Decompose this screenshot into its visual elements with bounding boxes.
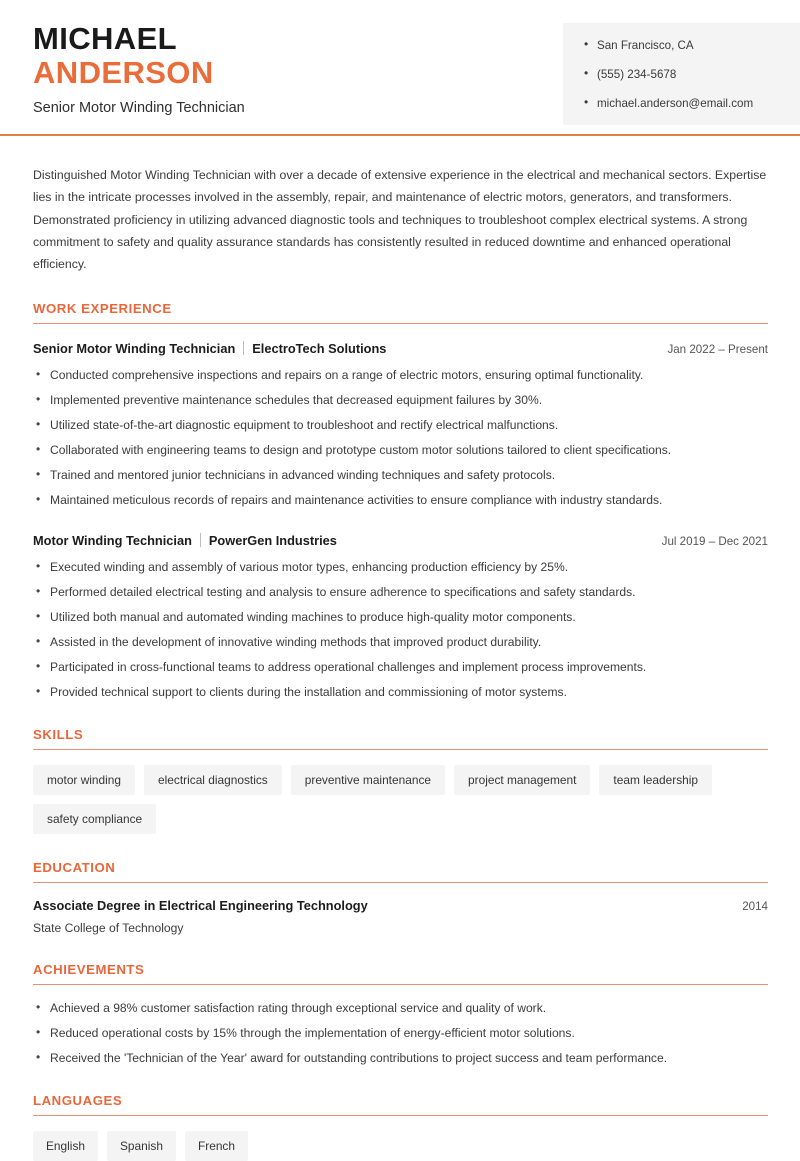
education-year: 2014 [742,900,768,914]
section-achievements [33,962,767,1067]
section-work-experience [33,301,767,701]
language-pill: Spanish [107,1131,176,1161]
education-entry [33,898,767,936]
language-pill: English [33,1131,98,1161]
header-identity [33,22,533,117]
contact-phone: • (555) 234-5678 [584,67,800,82]
experience-company: PowerGen Industries [208,533,337,549]
bullet-item: • Achieved a 98% customer satisfaction rating through exceptional service and quality of work. [33,1000,767,1017]
experience-entry [33,531,767,701]
experience-bullets [33,559,767,701]
experience-header [33,339,768,356]
section-title-education: EDUCATION [33,860,116,876]
bullet-item: • Utilized both manual and automated winding machines to produce high-quality motor components. [33,609,767,626]
skill-pill: safety compliance [33,804,156,834]
bullet-item: • Utilized state-of-the-art diagnostic equipment to troubleshoot and rectify electrical malfunctions. [33,417,767,434]
bullet-item: • Conducted comprehensive inspections and repairs on a range of electric motors, ensuring optimal functionality. [33,367,767,384]
section-title-skills: SKILLS [33,727,84,743]
experience-role-company [33,531,337,548]
header-divider [0,134,800,136]
pipe-separator-icon [200,533,201,547]
experience-role-company [33,339,386,356]
skill-pill: motor winding [33,765,135,795]
first-name: MICHAEL [33,21,178,56]
last-name: ANDERSON [33,55,214,90]
resume-header [0,0,800,135]
skill-pill: electrical diagnostics [144,765,282,795]
section-rule [33,1115,768,1116]
bullet-item: • Received the 'Technician of the Year' award for outstanding contributions to project success and team performance. [33,1050,767,1067]
pipe-separator-icon [243,341,244,355]
experience-entry [33,339,767,509]
contact-info-box [563,23,800,125]
section-title-achievements: ACHIEVEMENTS [33,962,145,978]
languages-list [33,1131,768,1161]
skill-pill: team leadership [599,765,712,795]
experience-role: Motor Winding Technician [33,533,192,549]
bullet-item: • Collaborated with engineering teams to design and prototype custom motor solutions tailored to client specifications. [33,442,767,459]
section-rule [33,323,768,324]
skill-pill: project management [454,765,590,795]
experience-bullets [33,367,767,509]
section-rule [33,984,768,985]
section-languages [33,1093,767,1161]
section-rule [33,882,768,883]
bullet-item: • Implemented preventive maintenance schedules that decreased equipment failures by 30%. [33,392,767,409]
bullet-item: • Provided technical support to clients during the installation and commissioning of motor systems. [33,684,767,701]
bullet-item: • Performed detailed electrical testing and analysis to ensure adherence to specifications and safety standards. [33,584,767,601]
skill-pill: preventive maintenance [291,765,445,795]
section-title-work-experience: WORK EXPERIENCE [33,301,172,317]
experience-header [33,531,768,548]
contact-location: • San Francisco, CA [584,38,800,53]
bullet-item: • Executed winding and assembly of various motor types, enhancing production efficiency by 25%. [33,559,767,576]
education-degree: Associate Degree in Electrical Engineering Technology [33,898,368,914]
bullet-item: • Assisted in the development of innovative winding methods that improved product durability. [33,634,767,651]
bullet-item: • Participated in cross-functional teams to address operational challenges and implement process improvements. [33,659,767,676]
experience-company: ElectroTech Solutions [252,341,387,357]
achievements-list [33,1000,767,1067]
bullet-item: • Trained and mentored junior technicians in advanced winding techniques and safety protocols. [33,467,767,484]
education-school: State College of Technology [33,921,184,936]
skills-list [33,765,768,834]
bullet-item: • Maintained meticulous records of repairs and maintenance activities to ensure compliance with industry standards. [33,492,767,509]
bullet-item: • Reduced operational costs by 15% through the implementation of energy-efficient motor solutions. [33,1025,767,1042]
experience-role: Senior Motor Winding Technician [33,341,236,357]
experience-dates: Jan 2022 – Present [667,343,768,357]
resume-body [0,164,800,1161]
professional-summary: Distinguished Motor Winding Technician with over a decade of extensive experience in the electrical and mechanical sectors. Expertise lies in the intricate processes involved in the assembly, repair, and maintenance of electric motors, generators, and transformers. Demonstrated proficiency in utilizing advanced diagnostic tools and techniques to troubleshoot complex electrical systems. A strong commitment to safety and quality assurance standards has consistently resulted in reduced downtime and enhanced operational efficiency. [33,168,767,272]
education-header [33,898,768,913]
header-job-title: Senior Motor Winding Technician [33,100,245,116]
section-skills [33,727,767,834]
section-rule [33,749,768,750]
language-pill: French [185,1131,248,1161]
section-title-languages: LANGUAGES [33,1093,123,1109]
section-education [33,860,767,936]
contact-list [584,38,800,111]
contact-email: • michael.anderson@email.com [584,96,800,111]
experience-dates: Jul 2019 – Dec 2021 [661,535,768,549]
